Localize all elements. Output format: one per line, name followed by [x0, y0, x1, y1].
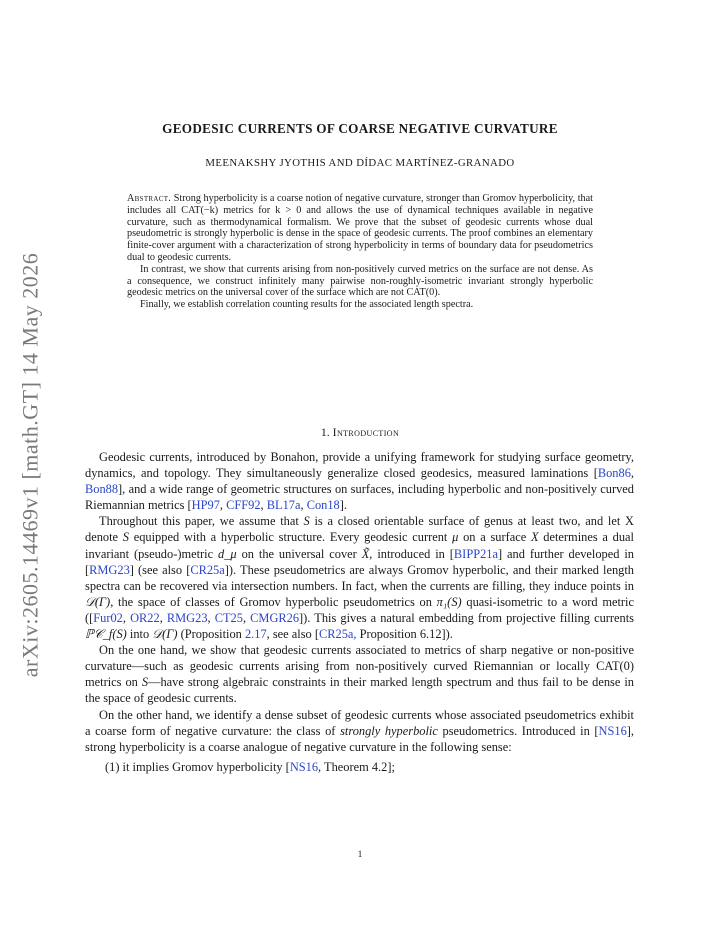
text-run: , see also [ — [266, 627, 319, 642]
text-run: equipped with a hyperbolic structure. Every geodesic current — [128, 530, 453, 545]
citation-link[interactable]: OR22 — [130, 610, 160, 625]
citation-link[interactable]: CFF92 — [226, 498, 261, 513]
math-symbol: S — [141, 675, 149, 690]
abstract-paragraph-3: Finally, we establish correlation counting results for the associated length spectra. — [140, 299, 474, 311]
citation-link[interactable]: Con18 — [306, 498, 340, 513]
text-run: , the space of classes of Gromov hyperbolic pseudometrics on — [110, 594, 437, 609]
citation-link[interactable]: RMG23 — [166, 610, 208, 625]
citation-link[interactable]: Fur02 — [93, 610, 123, 625]
citation-link[interactable]: HP97 — [191, 498, 220, 513]
abstract-paragraph-2: In contrast, we show that currents arising from non-positively curved metrics on the surface are not dense. As a consequence, we construct infinitely many pairwise non-roughly-isometric invariant strongly hyperbolic geodesic metrics on the universal cover of the surface which are not CAT(0). — [127, 263, 593, 299]
paper-authors: MEENAKSHY JYOTHIS AND DÍDAC MARTÍNEZ-GRANADO — [205, 157, 515, 169]
text-run: ]). These pseudometrics are always Gromov hyperbolic, and their marked length spectra can be recovered via intersection numbers. In fact, when the currents are filling, they induce points in — [85, 562, 634, 593]
citation-link[interactable]: CT25 — [214, 610, 243, 625]
text-run: , — [159, 610, 167, 625]
abstract-heading: Abstract. — [127, 193, 172, 204]
text-run: ]. — [339, 498, 347, 513]
math-symbol: d_μ — [218, 546, 237, 561]
text-run: Throughout this paper, we assume that — [99, 514, 304, 529]
math-symbol: X — [530, 530, 539, 545]
section-heading — [84, 425, 636, 440]
text-run: into — [126, 627, 153, 642]
section-number: 1. — [320, 425, 330, 439]
text-run: , — [242, 610, 251, 625]
text-run: ] (see also [ — [129, 562, 191, 577]
page-number: 1 — [357, 850, 363, 860]
math-symbol: 𝒟(Γ) — [152, 627, 178, 642]
citation-link[interactable]: BL17a — [266, 498, 301, 513]
math-symbol: μ — [452, 530, 459, 545]
citation-link[interactable]: Bon88 — [85, 482, 119, 497]
math-symbol: S — [122, 530, 129, 545]
text-run: On the other hand, we identify a dense subset of geodesic currents whose associated pseudometrics exhibit a coarse form of negative curvature: the class of — [85, 707, 634, 738]
math-symbol: ℙ𝒞_f(S) — [85, 627, 127, 642]
math-symbol: π₁(S) — [436, 594, 462, 609]
math-symbol: S — [303, 514, 310, 529]
citation-link[interactable]: Bon86 — [597, 466, 631, 481]
citation-link[interactable]: NS16 — [598, 723, 627, 738]
text-run: Proposition 6.12]). — [356, 627, 453, 642]
text-run: ], strong hyperbolicity is a coarse analogue of negative curvature in the following sense: — [85, 723, 634, 754]
section-title: Introduction — [332, 425, 400, 439]
math-symbol: 𝒟(Γ) — [85, 594, 111, 609]
abstract-text-1: Strong hyperbolicity is a coarse notion of negative curvature, stronger than Gromov hyperbolicity, that includes all CAT(−k) metrics for k > 0 and allows the use of dynamical techniques available in negative curvature, such as thermodynamical formalism. We prove that the subset of geodesic currents whose dual pseudometric is strongly hyperbolic is dense in the space of geodesic currents. The proof combines an elementary finite-cover argument with a characterization of strong hyperbolicity in terms of boundary data for pseudometrics dual to geodesic currents. — [127, 193, 593, 263]
list-item-label: (1) — [105, 759, 120, 774]
citation-link[interactable]: CR25a — [190, 562, 225, 577]
paper-title: GEODESIC CURRENTS OF COARSE NEGATIVE CURVATURE — [162, 121, 558, 136]
text-run: , — [300, 498, 307, 513]
text-run: quasi-isometric to a word metric ([ — [85, 594, 634, 625]
text-run: ] and further developed in [ — [85, 546, 634, 577]
citation-link[interactable]: CMGR26 — [250, 610, 300, 625]
text-run: , introduced in [ — [369, 546, 454, 561]
text-run: ]). This gives a natural embedding from projective filling currents — [299, 610, 634, 625]
citation-link[interactable]: BIPP21a — [453, 546, 498, 561]
paragraph-2 — [85, 513, 634, 642]
text-run: , — [207, 610, 215, 625]
main-text — [85, 449, 634, 775]
list-item-1 — [105, 759, 634, 775]
math-symbol: X̃ — [361, 546, 370, 561]
paragraph-4 — [85, 707, 634, 755]
citation-link[interactable]: RMG23 — [89, 562, 130, 577]
citation-link[interactable]: NS16 — [289, 759, 319, 774]
proposition-link[interactable]: 2.17 — [244, 627, 267, 642]
text-run: ], and a wide range of geometric structures on surfaces, including hyperbolic and non-positively curved Riemannian metrics [ — [85, 482, 634, 513]
text-run: , — [260, 498, 267, 513]
arxiv-identifier-stamp — [14, 240, 46, 690]
text-run: , — [122, 610, 131, 625]
text-run: determines a dual invariant (pseudo-)metric — [85, 530, 634, 561]
text-run: on a surface — [458, 530, 531, 545]
text-run: on the universal cover — [236, 546, 362, 561]
abstract — [127, 193, 593, 311]
emphasis-text: strongly hyperbolic — [340, 723, 438, 738]
abstract-paragraph-1 — [127, 193, 593, 264]
citation-link[interactable]: CR25a, — [318, 627, 357, 642]
text-run: Geodesic currents, introduced by Bonahon, provide a unifying framework for studying surface geometry, dynamics, and topology. They simultaneously generalize closed geodesics, measured laminations [ — [85, 450, 634, 481]
text-run: it implies Gromov hyperbolicity [ — [119, 759, 290, 774]
text-run: pseudometrics. Introduced in [ — [437, 723, 599, 738]
text-run: , Theorem 4.2]; — [318, 759, 395, 774]
paragraph-3 — [85, 642, 634, 706]
text-run: (Proposition — [177, 627, 245, 642]
text-run: , — [219, 498, 227, 513]
text-run: —have strong algebraic constraints in their marked length spectrum and thus fail to be dense in the space of geodesic currents. — [85, 675, 634, 706]
text-run: is a closed orientable surface of genus at least two, and let X denote — [85, 514, 634, 545]
text-run: On the one hand, we show that geodesic currents associated to metrics of sharp negative or non-positive curvature—such as geodesic currents arising from non-positively curved Riemannian or locally CAT(0) metrics on — [85, 643, 634, 690]
arxiv-identifier-text: arXiv:2605.14469v1 [math.GT] 14 May 2026 — [17, 252, 42, 678]
paragraph-1 — [85, 449, 634, 513]
text-run: , — [630, 466, 634, 481]
